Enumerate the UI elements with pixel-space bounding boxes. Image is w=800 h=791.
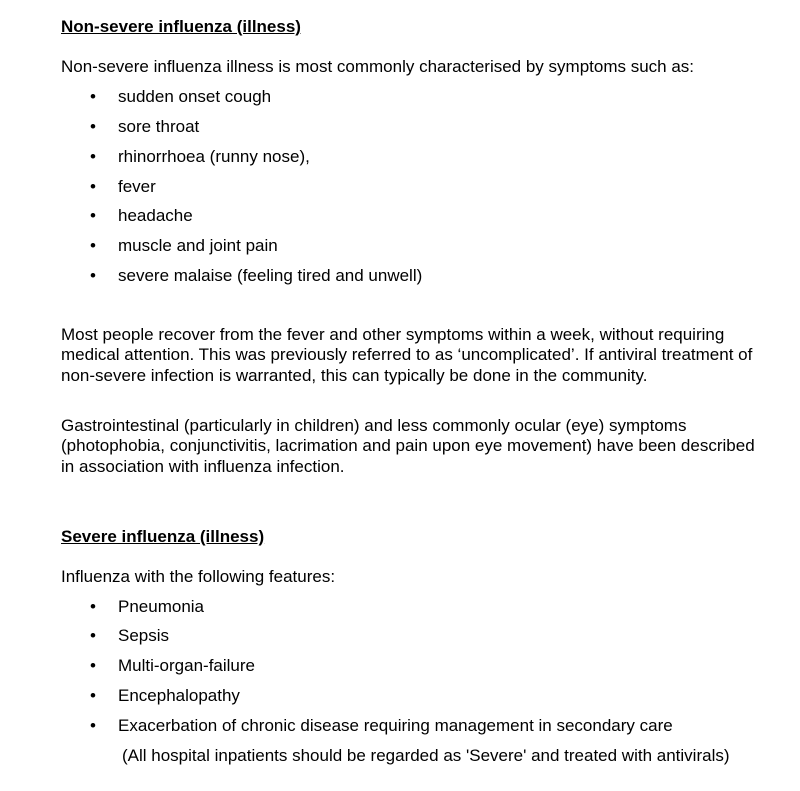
bullet-icon: •	[90, 686, 96, 705]
inpatient-note: (All hospital inpatients should be regarded as 'Severe' and treated with antivirals)	[122, 746, 730, 765]
list-item-text: headache	[118, 206, 193, 225]
bullet-icon: •	[90, 716, 96, 735]
non-severe-intro: Non-severe influenza illness is most commonly characterised by symptoms such as:	[61, 57, 695, 76]
list-item-text: sudden onset cough	[118, 87, 272, 106]
list-item-text: Sepsis	[118, 626, 170, 645]
severe-heading: Severe influenza (illness)	[61, 527, 265, 546]
bullet-icon: •	[90, 87, 96, 106]
bullet-icon: •	[90, 626, 96, 645]
list-item-text: muscle and joint pain	[118, 236, 278, 255]
list-item-text: fever	[118, 177, 156, 196]
list-item-text: Pneumonia	[118, 597, 205, 616]
bullet-icon: •	[90, 147, 96, 166]
list-item-text: Exacerbation of chronic disease requiring management in secondary care	[118, 716, 673, 735]
severe-intro: Influenza with the following features:	[61, 567, 336, 586]
bullet-icon: •	[90, 266, 96, 285]
bullet-icon: •	[90, 236, 96, 255]
list-item-text: Encephalopathy	[118, 686, 240, 705]
list-item-text: sore throat	[118, 117, 200, 136]
gastro-ocular-paragraph: Gastrointestinal (particularly in children) and less commonly ocular (eye) symptoms (photophobia, conjunctivitis, lacrimation and pain upon eye movement) have been described in association with influenza infection.	[61, 416, 755, 476]
bullet-icon: •	[90, 597, 96, 616]
non-severe-heading: Non-severe influenza (illness)	[61, 17, 301, 36]
list-item-text: severe malaise (feeling tired and unwell)	[118, 266, 423, 285]
bullet-icon: •	[90, 117, 96, 136]
recovery-paragraph: Most people recover from the fever and other symptoms within a week, without requiring medical attention. This was previously referred to as ‘uncomplicated’. If antiviral treatment of non-severe infection is warranted, this can typically be done in the community.	[61, 325, 753, 385]
bullet-icon: •	[90, 656, 96, 675]
list-item-text: rhinorrhoea (runny nose),	[118, 147, 310, 166]
bullet-icon: •	[90, 177, 96, 196]
list-item-text: Multi-organ-failure	[118, 656, 255, 675]
bullet-icon: •	[90, 206, 96, 225]
